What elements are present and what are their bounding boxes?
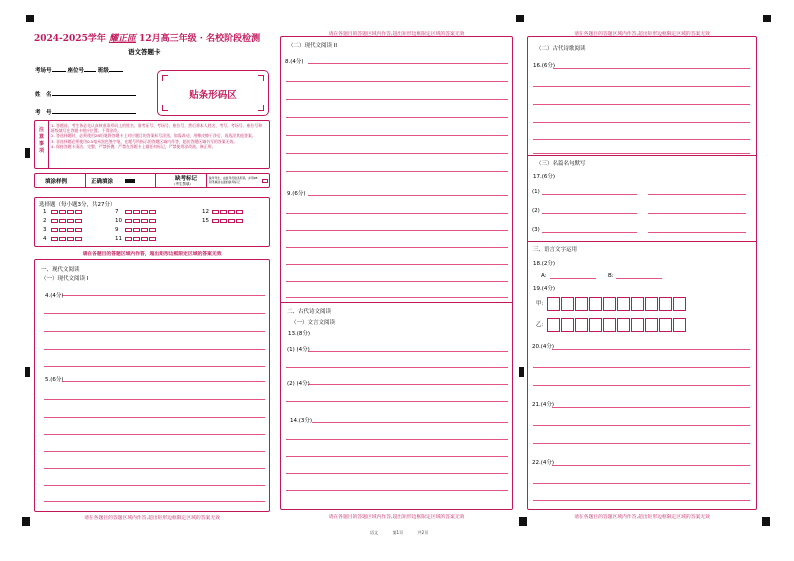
registration-mark-bottom-right bbox=[762, 517, 770, 526]
student-number-field[interactable] bbox=[52, 113, 136, 114]
mc-bubble[interactable] bbox=[51, 237, 58, 241]
question-8: 8.(4分) bbox=[285, 59, 304, 65]
mc-bubble[interactable] bbox=[125, 228, 132, 232]
mc-bubble[interactable] bbox=[75, 237, 82, 241]
student-number-label: 考 号 bbox=[35, 110, 52, 116]
mc-bubble[interactable] bbox=[67, 219, 74, 223]
note-item: 2. 答选择题时，必须使用2B铅笔将答题卡上对应题目的答案标号涂黑，如需改动，用橡皮擦干净后，再选涂其他答案。 bbox=[51, 133, 256, 139]
notes-box bbox=[34, 120, 270, 169]
filled-bubble-icon bbox=[125, 179, 135, 183]
question-18-a: A: bbox=[541, 273, 547, 279]
notes-title: 注意事项 bbox=[38, 127, 44, 154]
mc-bubble[interactable] bbox=[125, 219, 132, 223]
mc-bubble[interactable] bbox=[236, 219, 243, 223]
question-9: 9.(6分) bbox=[287, 191, 306, 197]
question-19-yi: 乙: bbox=[536, 322, 544, 328]
exam-year: 2024-2025学年 bbox=[34, 34, 106, 44]
question-19-jia: 甲: bbox=[536, 301, 544, 307]
registration-mark-mid-low bbox=[519, 367, 524, 377]
sub-recite: （三）名篇名句默写 bbox=[536, 161, 586, 167]
page-footer bbox=[370, 530, 428, 536]
section-language: 三、语言文字运用 bbox=[533, 247, 578, 253]
top-warning-2: 请在各题目的答题区域内作答,超出矩形边框限定区域的答案无效 bbox=[328, 32, 465, 37]
mc-bubble[interactable] bbox=[59, 228, 66, 232]
mc-number: 3 bbox=[43, 227, 47, 233]
class-label: 班级 bbox=[97, 68, 109, 74]
correct-fill-label: 正确填涂 bbox=[91, 179, 114, 185]
mc-bubble[interactable] bbox=[228, 210, 235, 214]
question-17-1: (1) bbox=[532, 189, 540, 195]
barcode-label: 贴条形码区 bbox=[189, 90, 237, 101]
mc-number: 10 bbox=[115, 218, 122, 224]
mc-bubble[interactable] bbox=[141, 237, 148, 241]
mc-number: 7 bbox=[115, 209, 119, 215]
mc-bubble[interactable] bbox=[220, 219, 227, 223]
question-13-1: (1) (4分) bbox=[287, 347, 310, 353]
mc-bubble[interactable] bbox=[133, 219, 140, 223]
bottom-warning-2: 请在各题目的答题区域内作答,超出矩形边框限定区域的答案无效 bbox=[328, 515, 465, 520]
mc-column-1 bbox=[43, 209, 83, 245]
mc-bubble[interactable] bbox=[149, 219, 156, 223]
note-item: 4. 保持答题卡清洁、完整，严禁折叠，严禁在答题卡上做任何标记，严禁使用涂改液、修正带。 bbox=[51, 143, 216, 149]
mc-bubble[interactable] bbox=[149, 237, 156, 241]
question-19: 19.(4分) bbox=[533, 286, 556, 292]
mc-bubble[interactable] bbox=[67, 210, 74, 214]
mc-bubble[interactable] bbox=[125, 210, 132, 214]
mc-bubble[interactable] bbox=[51, 228, 58, 232]
question-17-3: (3) bbox=[532, 227, 540, 233]
note-item: 3. 非选择题必须使用0.5毫米黑色签字笔，在题号所指示的答题区域内作答，超出答题区域书写的答案无效。 bbox=[51, 138, 238, 144]
mc-bubble[interactable] bbox=[149, 210, 156, 214]
mc-bubble[interactable] bbox=[133, 210, 140, 214]
multiple-choice-box bbox=[34, 197, 270, 247]
mc-bubble[interactable] bbox=[59, 237, 66, 241]
mc-bubble[interactable] bbox=[75, 210, 82, 214]
question-16: 16.(6分) bbox=[533, 63, 556, 69]
mc-bubble[interactable] bbox=[67, 228, 74, 232]
question-4: 4.(4分) bbox=[45, 293, 64, 299]
absent-subtitle: （考生禁填） bbox=[172, 182, 193, 186]
registration-mark-top-left bbox=[26, 15, 34, 22]
sub-modern-reading-1: （一）现代文阅读 I bbox=[41, 276, 89, 282]
exam-room-label: 考场号 bbox=[35, 68, 52, 74]
mc-bubble[interactable] bbox=[141, 228, 148, 232]
mc-bubble[interactable] bbox=[228, 219, 235, 223]
mc-bubble[interactable] bbox=[149, 228, 156, 232]
column-3-box bbox=[527, 36, 757, 510]
section-classical: 二、古代诗文阅读 bbox=[287, 309, 332, 315]
question-18: 18.(2分) bbox=[533, 261, 556, 267]
mc-bubble[interactable] bbox=[212, 219, 219, 223]
mc-bubble[interactable] bbox=[125, 237, 132, 241]
fill-example-box bbox=[34, 173, 270, 188]
note-item: 1. 答题前，考生务必先认真核准条形码上的姓名、准考证号、考场号、座位号，然后将本人姓名、考号、考场号、座位号和班级填写在答题卡相应位置，不得涂改。 bbox=[51, 123, 263, 134]
mc-bubble[interactable] bbox=[51, 219, 58, 223]
name-field[interactable] bbox=[52, 95, 136, 96]
sub-classical-prose: （一）文言文阅读 bbox=[291, 320, 336, 326]
mc-bubble[interactable] bbox=[59, 219, 66, 223]
mc-number: 9 bbox=[115, 227, 119, 233]
answer-zone-warning: 请在各题目的答题区域内作答，超出矩形边框限定区域的答案无效 bbox=[82, 252, 222, 257]
absent-title: 缺考标记 bbox=[175, 176, 198, 182]
question-17-2: (2) bbox=[532, 208, 540, 214]
footer-subject: 语文 bbox=[370, 530, 378, 535]
mc-bubble[interactable] bbox=[220, 210, 227, 214]
question-5: 5.(6分) bbox=[45, 377, 64, 383]
bottom-warning-3: 请在各题目的答题区域内作答,超出矩形边框限定区域的答案无效 bbox=[574, 515, 710, 520]
registration-mark-left-mid bbox=[25, 148, 30, 158]
question-17: 17.(6分) bbox=[533, 174, 556, 180]
exam-title bbox=[34, 31, 260, 44]
mc-number: 11 bbox=[115, 236, 122, 242]
mc-number: 15 bbox=[202, 218, 209, 224]
registration-mark-bottom-mid bbox=[519, 517, 527, 526]
mc-bubble[interactable] bbox=[67, 237, 74, 241]
mc-number: 2 bbox=[43, 218, 47, 224]
question-20: 20.(4分) bbox=[532, 344, 555, 350]
seat-label: 座位号 bbox=[67, 68, 84, 74]
notes-list bbox=[51, 123, 266, 149]
mc-number: 12 bbox=[202, 209, 209, 215]
registration-mark-top-right bbox=[763, 15, 771, 22]
mc-bubble[interactable] bbox=[212, 210, 219, 214]
barcode-area[interactable] bbox=[157, 70, 269, 116]
registration-mark-top-mid bbox=[516, 15, 524, 22]
mc-bubble[interactable] bbox=[59, 210, 66, 214]
mc-number: 1 bbox=[43, 209, 47, 215]
mc-bubble[interactable] bbox=[75, 228, 82, 232]
mc-bubble[interactable] bbox=[141, 219, 148, 223]
exam-name: 12月高三年级 · 名校阶段检测 bbox=[139, 34, 261, 44]
mc-bubble[interactable] bbox=[133, 228, 140, 232]
fill-example-label: 填涂样例 bbox=[45, 179, 68, 185]
mc-bubble[interactable] bbox=[51, 210, 58, 214]
top-warning-3: 请在各题目的答题区域内作答,超出矩形边框限定区域的答案无效 bbox=[574, 32, 710, 37]
registration-mark-bottom-left bbox=[22, 517, 30, 526]
absent-note: 缺考考生，由监考员贴条形码，并用2B铅笔填涂右面的缺考标记 bbox=[209, 176, 258, 184]
question-18-b: B: bbox=[608, 273, 614, 279]
answer-card-subtitle: 语文答题卡 bbox=[128, 48, 161, 56]
mc-bubble[interactable] bbox=[141, 210, 148, 214]
section-modern-reading: 一、现代文阅读 bbox=[41, 267, 80, 273]
mc-bubble[interactable] bbox=[236, 210, 243, 214]
sub-modern-reading-2: （二）现代文阅读 II bbox=[288, 43, 337, 49]
mc-column-3 bbox=[202, 209, 244, 227]
mc-bubble[interactable] bbox=[75, 219, 82, 223]
mc-column-2 bbox=[115, 209, 157, 245]
brand-logo: 耀正匝 bbox=[108, 34, 136, 44]
question-13: 13.(8分) bbox=[288, 331, 311, 337]
modern-reading-box bbox=[34, 259, 270, 512]
absent-bubble[interactable] bbox=[262, 179, 268, 183]
mc-title: 选择题（每小题3分，共27分） bbox=[39, 202, 116, 208]
mc-number: 4 bbox=[43, 236, 47, 242]
mc-bubble[interactable] bbox=[133, 237, 140, 241]
bottom-warning-1: 请在各题目的答题区域内作答,超出矩形边框限定区域的答案无效 bbox=[84, 516, 220, 521]
question-13-2: (2) (4分) bbox=[287, 381, 310, 387]
question-14: 14.(3分) bbox=[290, 418, 313, 424]
question-22: 22.(4分) bbox=[532, 460, 555, 466]
sub-poem: （二）古代诗歌阅读 bbox=[536, 46, 586, 52]
registration-mark-left-low bbox=[25, 367, 30, 377]
footer-page: 第1页 bbox=[392, 530, 404, 535]
question-21: 21.(4分) bbox=[532, 402, 555, 408]
name-label: 姓 名 bbox=[35, 92, 52, 98]
footer-total: 共2页 bbox=[417, 530, 429, 535]
